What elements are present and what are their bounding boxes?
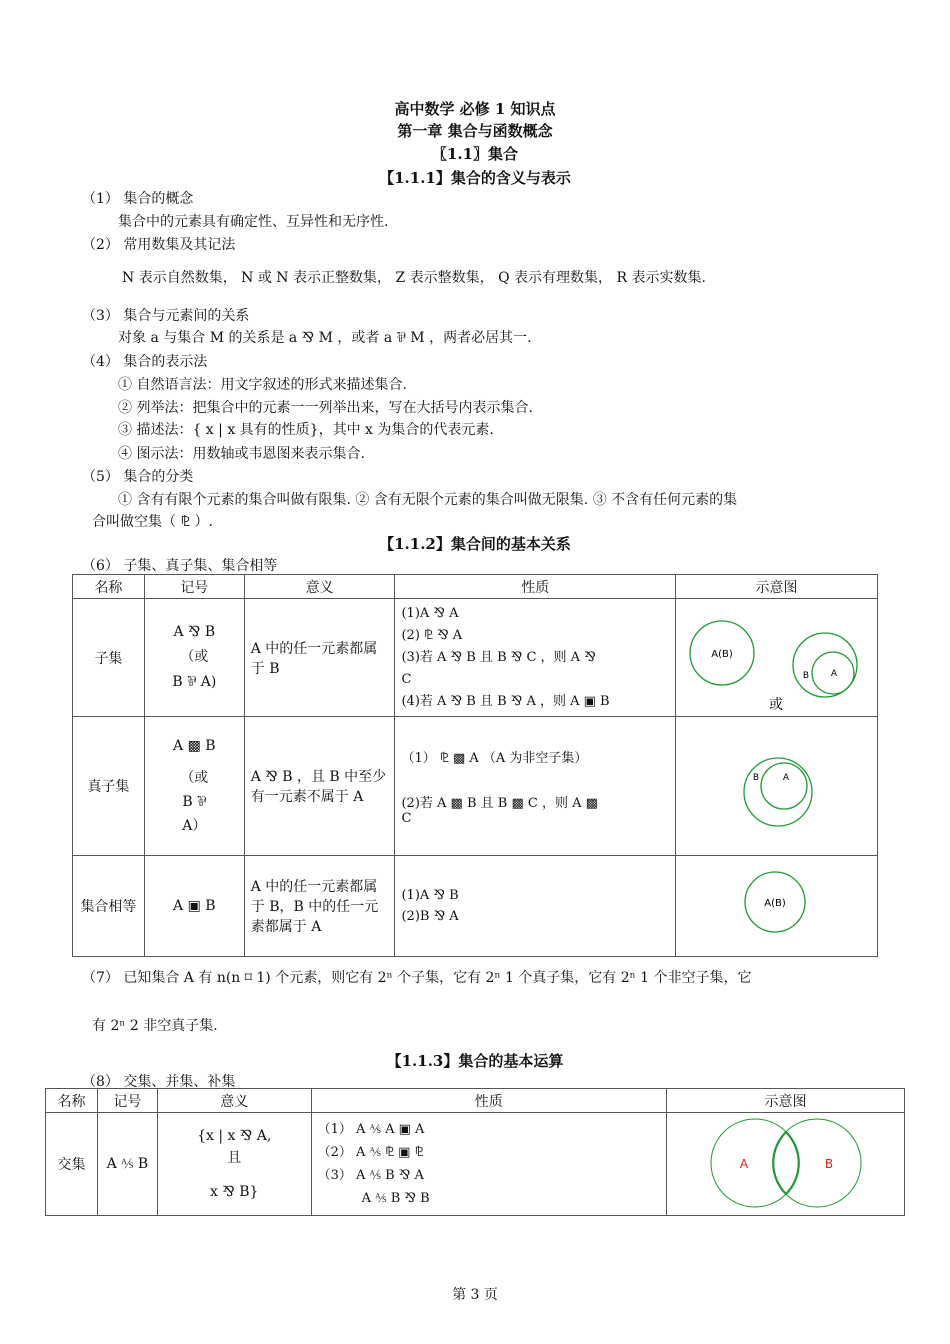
header-meaning: 意义 [244, 575, 395, 599]
row-name: 子集 [73, 599, 145, 717]
item-7-line-1: （7） 已知集合 A 有 n(n ⌑ 1) 个元素，则它有 2ⁿ 个子集，它有 2ⁿ 1 个真子集，它有 2ⁿ 1 个非空子集，它 [82, 970, 752, 986]
or-label: 或 [768, 697, 783, 712]
row-symbol [144, 717, 244, 856]
item-5-heading: （5） 集合的分类 [82, 469, 194, 485]
item-5-line-1: ① 含有有限个元素的集合叫做有限集. ② 含有无限个元素的集合叫做无限集. ③ 不含有任何元素的集 [118, 492, 738, 508]
property-line: (3)若 A ⅋ B 且 B ⅋ C ，则 A ⅋ [401, 649, 596, 665]
row-meaning [244, 717, 395, 856]
row-symbol [144, 856, 244, 957]
venn-circle [761, 763, 807, 809]
venn-label: A [782, 773, 790, 783]
property-line: (2)若 A ▩ B 且 B ▩ C ，则 A ▩ [401, 795, 598, 811]
table-header-row [73, 575, 878, 599]
row-properties [395, 599, 675, 717]
meaning-text: A ⅋ B ，且 B 中至少有一元素不属于 A [250, 769, 387, 805]
symbol-line: B ⅌ [182, 794, 207, 810]
row-name: 交集 [46, 1113, 98, 1216]
property-line: (1)A ⅋ A [401, 605, 459, 621]
header-properties: 性质 [395, 575, 675, 599]
property-line: （3） A ⅍ B ⅋ A [317, 1168, 424, 1183]
item-7-line-2: 有 2ⁿ 2 非空真子集. [92, 1018, 218, 1034]
row-meaning [244, 856, 395, 957]
intersection-boundary [786, 1132, 799, 1194]
table-row [46, 1113, 905, 1216]
venn-label-a: A [739, 1157, 749, 1171]
symbol-line: A） [182, 818, 207, 834]
row-properties [395, 856, 675, 957]
subsection-title-1: 【1.1.1】集合的含义与表示 [379, 169, 571, 187]
meaning-line: {x | x ⅋ A, [197, 1128, 272, 1144]
row-diagram [675, 856, 877, 957]
symbol-line: A ▩ B [173, 738, 216, 754]
property-line: A ⅍ B ⅋ B [361, 1191, 430, 1206]
item-3-body: 对象 a 与集合 M 的关系是 a ⅋ M ，或者 a ⅌ M ，两者必居其一. [118, 330, 532, 346]
meaning-text: A 中的任一元素都属于 B [250, 640, 378, 677]
venn-label: B [802, 671, 810, 681]
table-row [73, 599, 878, 717]
intersection-boundary [773, 1132, 786, 1194]
row-diagram [675, 717, 877, 856]
symbol-line: A ⅋ B [173, 624, 216, 640]
subsection-title-2: 【1.1.2】集合间的基本关系 [379, 535, 571, 553]
item-2-heading: （2） 常用数集及其记法 [82, 237, 236, 253]
row-symbol [144, 599, 244, 717]
venn-circle [744, 758, 812, 826]
header-symbol: 记号 [144, 575, 244, 599]
equal-sets-venn-diagram [676, 856, 876, 952]
symbol-line: （或 [180, 770, 209, 786]
item-4-line-1: ① 自然语言法：用文字叙述的形式来描述集合. [118, 377, 407, 393]
header-meaning: 意义 [157, 1089, 311, 1113]
row-properties [395, 717, 675, 856]
row-name: 真子集 [73, 717, 145, 856]
row-properties [311, 1113, 666, 1216]
item-2-body: N 表示自然数集， N 或 N 表示正整数集， Z 表示整数集， Q 表示有理数集， R 表示实数集. [122, 270, 706, 286]
chapter-title: 第一章 集合与函数概念 [397, 122, 553, 140]
row-meaning [157, 1113, 311, 1216]
property-line: （1） ⅊ ▩ A （A 为非空子集） [401, 750, 588, 766]
row-diagram [675, 599, 877, 717]
header-symbol: 记号 [97, 1089, 157, 1113]
property-line: (2) ⅊ ⅋ A [401, 627, 463, 643]
symbol-line: A ▣ B [173, 898, 216, 914]
property-line: C [401, 810, 412, 826]
table-row [73, 856, 878, 957]
table-row [73, 717, 878, 856]
subset-relations-table [72, 574, 878, 957]
header-diagram: 示意图 [675, 575, 877, 599]
header-properties: 性质 [311, 1089, 666, 1113]
set-operations-table [45, 1088, 905, 1216]
property-line: （1） A ⅍ A ▣ A [317, 1122, 425, 1137]
subsection-title-3: 【1.1.3】集合的基本运算 [386, 1052, 564, 1070]
row-symbol: A ⅍ B [97, 1113, 157, 1216]
header-name: 名称 [46, 1089, 98, 1113]
property-line: (1)A ⅋ B [401, 888, 459, 903]
symbol-line: （或 [180, 649, 209, 665]
subset-venn-diagram [676, 599, 876, 712]
symbol-line: B ⅌ A) [172, 674, 217, 690]
intersection-venn-diagram [667, 1113, 903, 1211]
venn-label-b: B [824, 1157, 834, 1171]
row-meaning [244, 599, 395, 717]
table-header-row [46, 1089, 905, 1113]
proper-subset-venn-diagram [676, 717, 876, 851]
venn-label: A [830, 669, 838, 679]
item-5-line-2: 合叫做空集（ ⅊ ）. [92, 514, 213, 530]
header-name: 名称 [73, 575, 145, 599]
item-4-line-3: ③ 描述法：{ x | x 具有的性质}，其中 x 为集合的代表元素. [118, 422, 494, 438]
property-line: (2)B ⅋ A [401, 909, 459, 924]
meaning-line: x ⅋ B} [210, 1184, 259, 1200]
item-1-heading: （1） 集合的概念 [82, 191, 194, 207]
meaning-line: 且 [227, 1150, 242, 1166]
row-diagram [666, 1113, 904, 1216]
item-1-body: 集合中的元素具有确定性、互异性和无序性. [118, 214, 389, 230]
venn-label: A(B) [711, 649, 733, 660]
item-3-heading: （3） 集合与元素间的关系 [82, 308, 250, 324]
section-title: 〖1.1〗集合 [431, 145, 519, 163]
property-line: （2） A ⅍ ⅊ ▣ ⅊ [317, 1145, 424, 1160]
item-4-line-4: ④ 图示法：用数轴或韦恩图来表示集合. [118, 446, 365, 462]
item-4-line-2: ② 列举法：把集合中的元素一一列举出来，写在大括号内表示集合. [118, 400, 533, 416]
property-line: (4)若 A ⅋ B 且 B ⅋ A ，则 A ▣ B [401, 693, 610, 709]
row-name: 集合相等 [73, 856, 145, 957]
venn-label: B [752, 773, 760, 783]
item-4-heading: （4） 集合的表示法 [82, 354, 208, 370]
header-diagram: 示意图 [666, 1089, 904, 1113]
venn-label: A(B) [764, 898, 786, 909]
page-number: 第 3 页 [452, 1287, 498, 1303]
property-line: C [401, 671, 412, 687]
meaning-text: A 中的任一元素都属于 B，B 中的任一元素都属于 A [250, 879, 379, 935]
item-6-heading: （6） 子集、真子集、集合相等 [82, 558, 278, 574]
item-8-heading: （8） 交集、并集、补集 [82, 1074, 236, 1090]
doc-title: 高中数学 必修 1 知识点 [394, 100, 556, 118]
